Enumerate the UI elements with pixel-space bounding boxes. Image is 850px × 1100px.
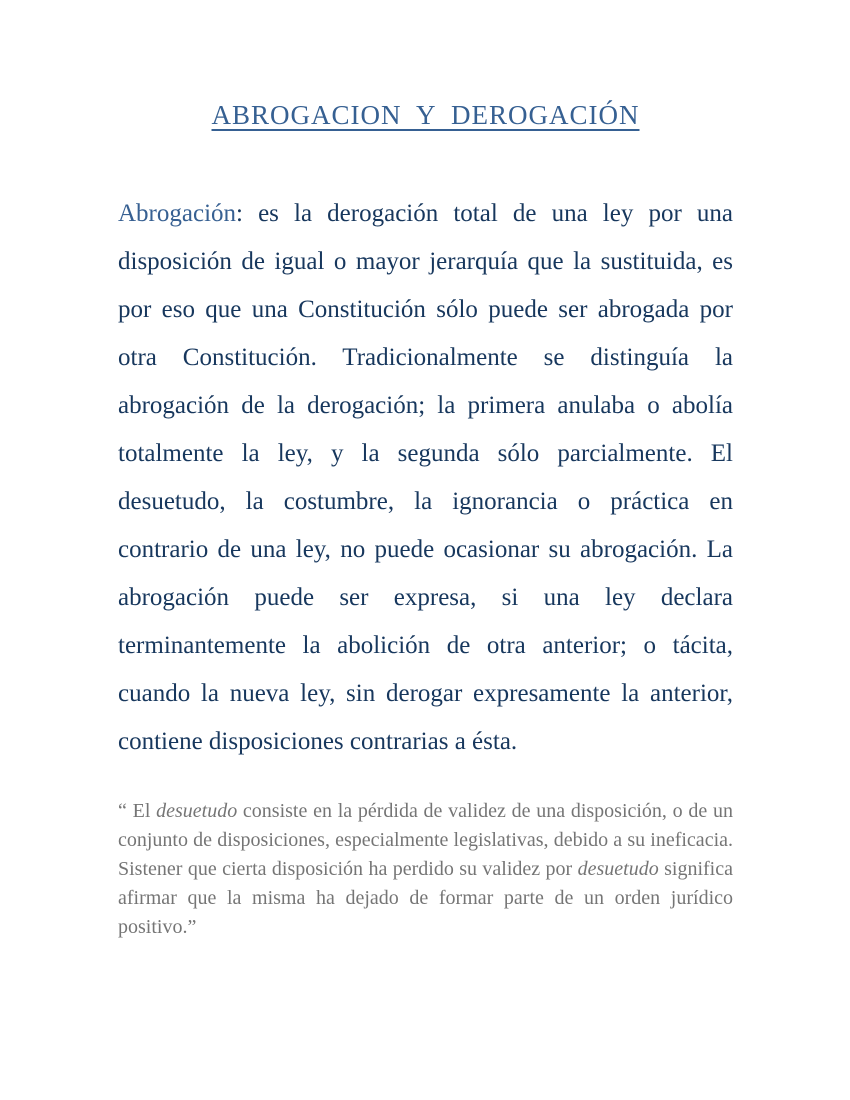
quote-text-1: “ El — [118, 800, 157, 822]
quote-italic-desuetudo-2: desuetudo — [577, 858, 659, 880]
main-paragraph — [118, 190, 733, 766]
main-paragraph-text: : es la derogación total de una ley por una disposición de igual o mayor jerarquía que la sustituida, es por eso que una Constitución sólo puede ser abrogada por otra Constitución. Tradicionalmente se distinguía la abrogación de la derogación; la primera anulaba o abolía totalmente la ley, y la segunda sólo parcialmente. El desuetudo, la costumbre, la ignorancia o práctica en contrario de una ley, no puede ocasionar su abrogación. La abrogación puede ser expresa, si una ley declara terminantemente la abolición de otra anterior; o tácita, cuando la nueva ley, sin derogar expresamente la anterior, contiene disposiciones contrarias a ésta. — [118, 200, 733, 755]
quote-italic-desuetudo-1: desuetudo — [156, 800, 238, 822]
quote-paragraph — [118, 797, 733, 942]
document-title: ABROGACION Y DEROGACIÓN — [211, 100, 640, 130]
lead-word: Abrogación — [118, 200, 237, 227]
quote-text-3: significa afirmar que la misma ha dejado de formar parte de un orden jurídico positivo.” — [118, 858, 733, 938]
quote-text-2: consiste en la pérdida de validez de una disposición, o de un conjunto de disposiciones, especialmente legislativas, debido a su ineficacia. Sistener que cierta disposición ha perdido su validez por — [118, 800, 733, 880]
